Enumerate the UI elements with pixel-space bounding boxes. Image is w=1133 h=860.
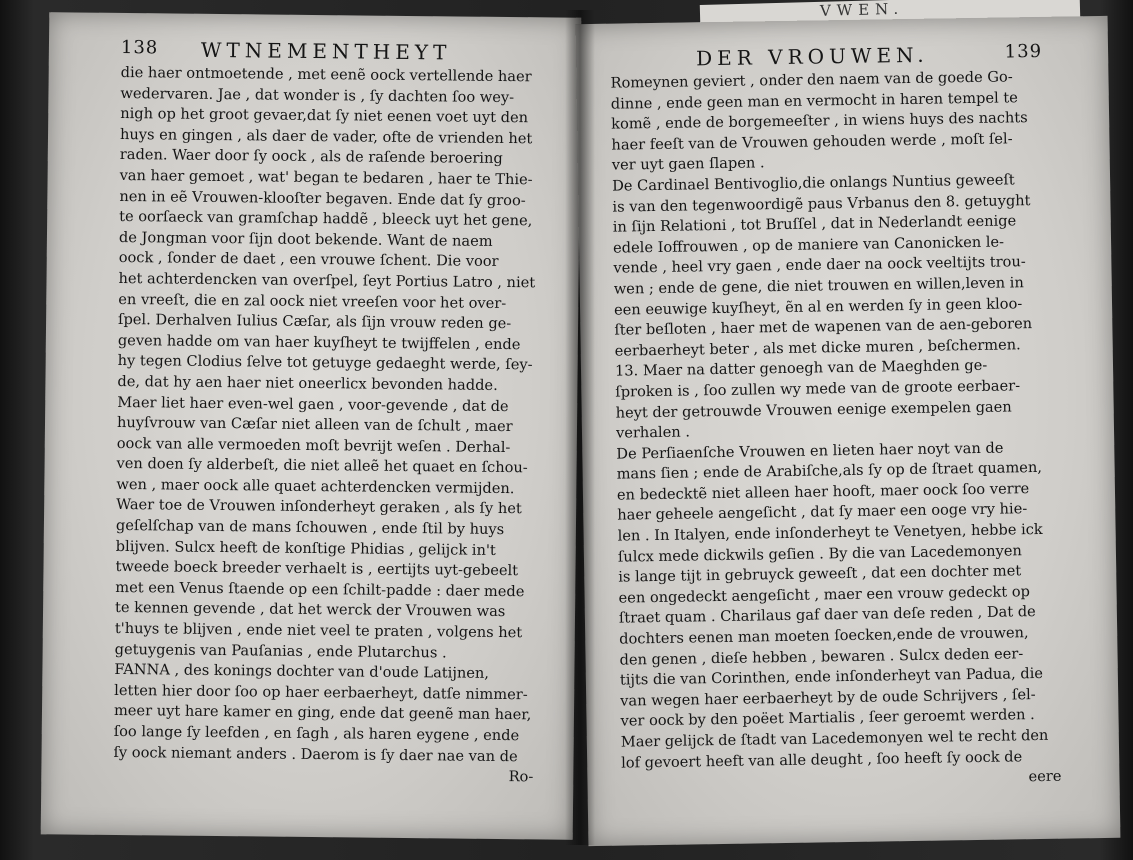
text-line: geſelſchap van de mans ſchouwen , ende ſtil by huys [115,517,505,539]
text-line: ſtraet quam . Charilaus gaf daer van deſe reden , Dat de [618,603,1036,628]
left-page [41,12,582,840]
right-page-body [610,67,1061,795]
text-line: nigh op het groot gevaer,dat ſy niet eenen voet uyt den [120,105,529,127]
text-line: Maer liet haer even-wel gaen , voor-gevende , dat de [117,393,509,415]
left-running-title: WTNEMENTHEYT [200,37,452,65]
text-line: een ongedeckt aengeſicht , maer een vrouw gedeckt op [618,583,1031,607]
text-line: ſulcx mede dickwils geſien . By die van Lacedemonyen [617,541,1022,566]
text-line: wedervaren. Jae , dat wonder is , ſy dachten ſoo wey- [120,84,515,106]
text-line: ſproken is , ſoo zullen wy mede van de groote eerbaer- [615,377,1021,401]
text-line: 13. Maer na datter genoegh van de Maeghden ge- [614,357,988,380]
text-line: ſpel. Derhalven Iulius Cæſar, als ſijn vrouw reden ge- [118,311,512,333]
text-line: tweede boeck breeder verhaelt is , eertijts uyt-gebeelt [115,558,519,580]
book-gutter [565,10,595,845]
text-line: dinne , ende geen man en vermocht in haren tempel te [610,88,1018,113]
text-line: het achterdencken van overſpel, ſeyt Portius Latro , niet [118,269,536,292]
text-line: mans ſien ; ende de Arabiſche,als ſy op de ſtraet quamen, [616,459,1043,483]
text-line: dochters eenen man moeten ſoecken,ende de vrouwen, [619,624,1029,648]
text-line: oock , ſonder de daet , een vrouwe ſchent. Die voor [118,249,499,271]
text-line: en bedecktẽ niet alleen haer hooft, maer oock ſoo verre [616,480,1030,504]
text-line: hy tegen Clodius ſelve tot getuyge gedaeght werde, ſey- [117,352,533,374]
text-line: is van den tegenwoordigẽ paus Vrbanus den 8. getuyght [612,191,1031,216]
text-line: ver uyt gaen ſlapen . [611,154,765,175]
text-line: ver oock by den poëet Martialis , ſeer geroemt werden . [620,706,1035,731]
text-line: van haer gemoet , wat' began te bedaren , haer te Thie- [119,166,533,189]
text-line: len . In Italyen, ende inſonderheyt te Venetyen, hebbe ick [617,521,1043,545]
text-line: die haer ontmoetende , met eenẽ oock vertellende haer [120,63,532,86]
text-line: meer uyt hare kamer en ging, ende dat geenẽ man haer, [113,702,532,724]
text-line: komẽ , ende de borgemeeſter , in wiens huys des nachts [611,109,1028,133]
text-line: Waer toe de Vrouwen inſonderheyt geraken , als ſy het [116,496,522,518]
text-line: eerbaerheyt beter , als met dicke muren , beſchermen. [614,335,1021,360]
text-line: verhalen . [615,423,691,442]
text-line: getuygenis van Pauſanias , ende Plutarchus . [114,640,447,662]
right-page-number: 139 [1004,40,1043,63]
text-line: tijts die van Corinthen, ende inſonderheyt van Padua, die [619,665,1044,689]
text-line: haer feeſt van de Vrouwen gehouden werde , moſt ſel- [611,130,1013,154]
left-page-number: 138 [120,36,159,59]
text-line: ſy oock niemant anders . Daerom is ſy daer nae van de [113,743,518,765]
underlying-page-header: VWEN. [819,0,905,20]
text-line: te kennen gevende , dat het werck der Vrouwen was [114,599,506,621]
text-line: is lange tijt in gebruyck geweeſt , dat een dochter met [618,562,1022,586]
text-line: wen ; ende de gene, die niet trouwen en willen,leven in [613,274,1024,298]
text-line: met een Venus ſtaende op een ſchilt-padde : daer mede [115,578,525,601]
text-line: de, dat hy aen haer niet oneerlicx bevonden hadde. [117,372,498,394]
text-line: nen in eẽ Vrouwen-klooſter begaven. Ende dat ſy groo- [119,187,526,209]
text-line: huys en gingen , als daer de vader, ofte de vrienden het [119,125,533,148]
text-line: oock van alle vermoeden moſt bevrijt weſen . Derhal- [116,434,511,456]
text-line: geven hadde om van haer kuyſheyt te twijffelen , ende [117,331,521,353]
text-line: den genen , dieſe hebben , bewaren . Sulcx deden eer- [619,644,1024,669]
text-line: lof gevoert heeft van alle deught , ſoo heeft ſy oock de [621,747,1023,772]
text-line: ſter beſloten , haer met de wapenen van de aen-geboren [614,315,1033,339]
text-line: edele Ioffrouwen , op de maniere van Canonicken le- [612,233,1005,257]
text-line: t'huys te blijven , ende niet veel te praten , volgens het [114,619,523,642]
catchword: Ro- [508,768,534,786]
text-line: ſoo lange ſy leefden , en ſagh , als haren eygene , ende [113,722,520,745]
text-line: van wegen haer eerbaerheyt by de oude Schrijvers , ſel- [620,685,1036,710]
text-line: en vreeſt, die en zal oock niet vreeſen voor het over- [118,290,507,312]
text-line: FANNA , des konings dochter van d'oude Latijnen, [114,661,490,683]
text-line: in ſijn Relationi , tot Bruſſel , dat in Nederlandt eenige [612,212,1017,236]
text-line: raden. Waer door ſy oock , als de raſende beroering [119,146,503,168]
text-line: blijven. Sulcx heeft de konſtige Phidias , gelijck in't [115,537,496,559]
text-line: Maer gelijck de ſtadt van Lacedemonyen wel te recht den [620,726,1049,751]
text-line: een eeuwige kuyſheyt, ẽn al en werden ſy in geen kloo- [613,294,1023,319]
text-line: de Jongman voor ſijn doot bekende. Want de naem [118,228,493,250]
text-line: te oorſaeck van gramſchap haddẽ , bleeck uyt het gene, [119,208,533,230]
text-line: Romeynen geviert , onder den naem van de goede Go- [610,68,1013,92]
text-line: ven doen ſy alderbeſt, die niet alleẽ het quaet en ſchou- [116,455,528,477]
text-line: haer geheele aengeſicht , dat ſy maer een ooge vry hie- [617,500,1028,525]
left-page-body [113,63,541,788]
text-line: De Cardinael Bentivoglio,die onlangs Nuntius geweeſt [611,171,1015,195]
text-line: vende , heel vry gaen , ende daer na oock veeltijts trou- [613,253,1026,278]
right-page [576,16,1121,846]
text-line: De Perſiaenſche Vrouwen en lieten haer noyt van de [616,439,1004,463]
right-running-title: DER VROUWEN. [695,42,929,71]
text-line: heyt der getrouwde Vrouwen eenige exempelen gaen [615,397,1012,422]
text-line: wen , maer oock alle quaet achterdencken vermijden. [116,475,515,498]
text-line: letten hier door ſoo op haer eerbaerheyt, datſe nimmer- [114,681,528,704]
catchword: eere [1028,767,1062,786]
text-line: huyſvrouw van Cæſar niet alleen van de ſchult , maer [116,414,513,436]
